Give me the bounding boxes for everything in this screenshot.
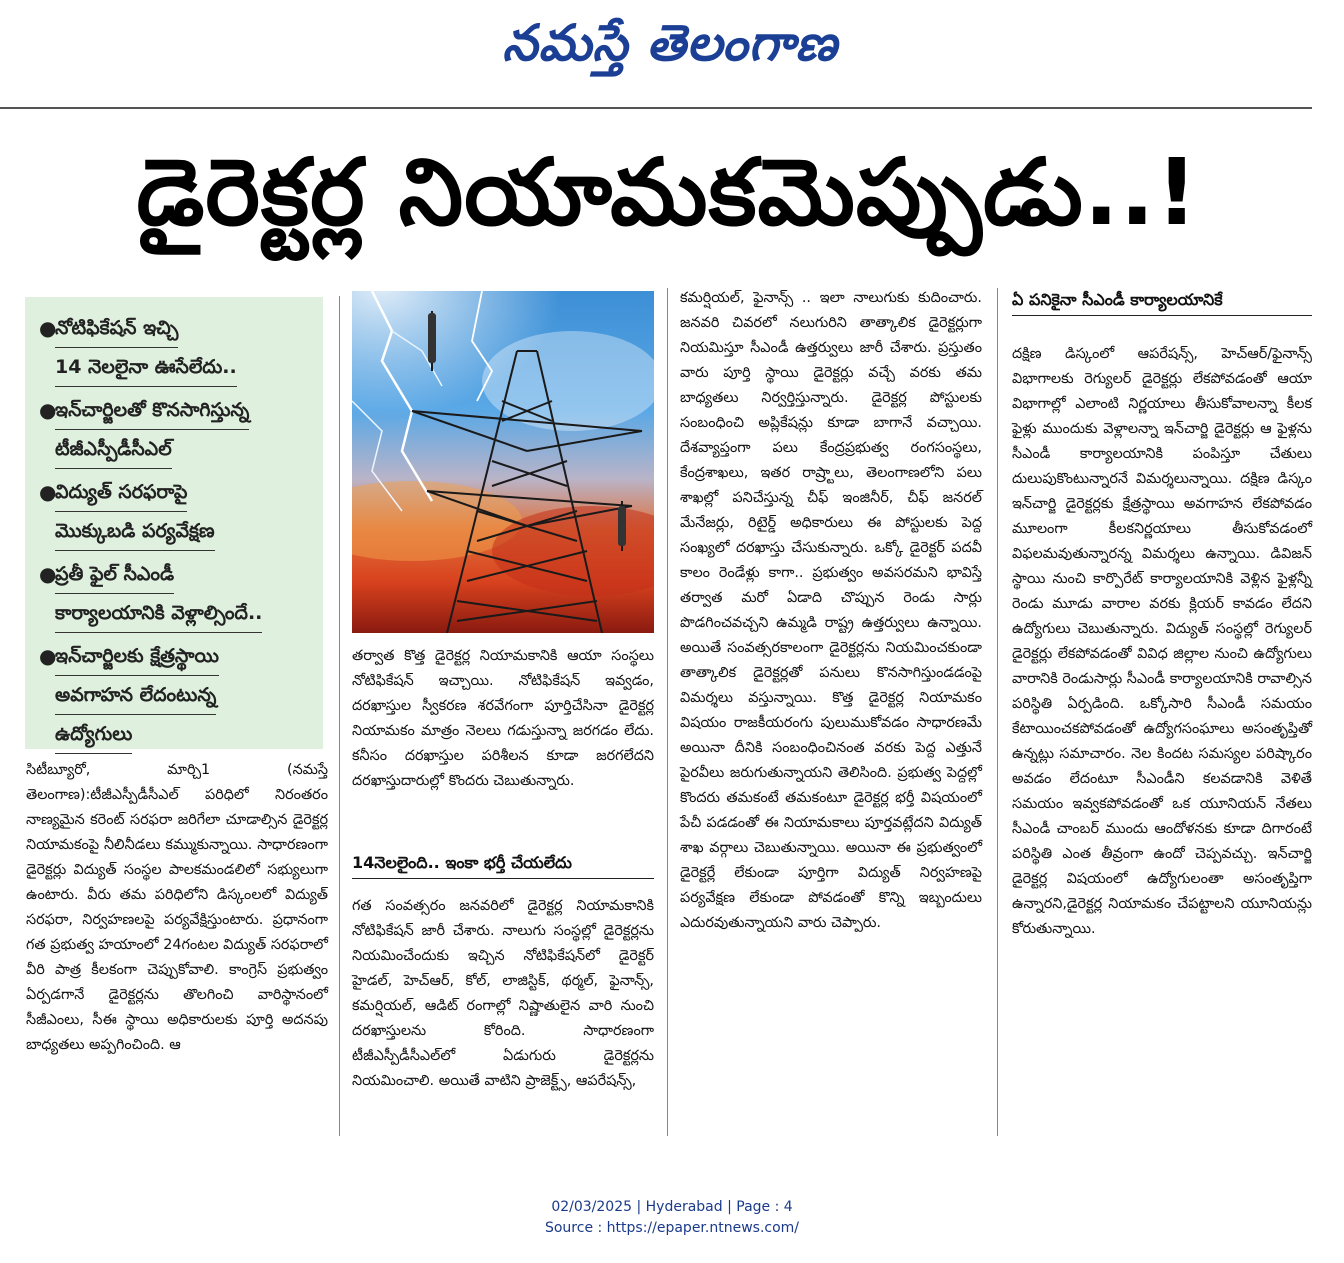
highlight-line: 14 నెలలైనా ఊసేలేదు.. [55, 348, 237, 387]
page-footer [0, 1197, 1344, 1239]
article-column-4 [1012, 342, 1312, 942]
power-tower-photo [352, 291, 654, 633]
article-text: తర్వాత కొత్త డైరెక్టర్ల నియామకానికి ఆయా సంస్థలు నోటిఫికేషన్ ఇచ్చాయి. నోటిఫికేషన్ ఇవ్వడం, దరఖాస్తుల స్వీకరణ శరవేగంగా పూర్తిచేసినా డైరెక్టర్ల నియామకం మాత్రం నెలలు గడుస్తున్నా జరగడం లేదు. కనీసం దరఖాస్తుల పరిశీలన కూడా జరగలేదని దరఖాస్తుదారుల్లో కొందరు చెబుతున్నారు. [352, 648, 654, 789]
subheading-14-months: 14నెలలైంది.. ఇంకా భర్తీ చేయలేదు [352, 849, 654, 879]
highlight-item [39, 309, 313, 387]
highlights-box [25, 297, 323, 749]
masthead [0, 0, 1344, 108]
highlight-item [39, 391, 313, 469]
highlight-line: విద్యుత్ సరఫరాపై [55, 473, 187, 512]
bullet-icon: ● [39, 316, 57, 340]
column-divider [997, 288, 998, 1136]
highlight-item [39, 555, 313, 633]
column-divider [667, 288, 668, 1136]
article-text: గత సంవత్సరం జనవరిలో డైరెక్టర్ల నియామకానికి నోటిఫికేషన్ జారీ చేశారు. నాలుగు సంస్థల్లో డైరెక్టర్లను నియమించేందుకు ఇచ్చిన నోటిఫికేషన్‌లో డైరెక్టర్ హైడల్, హెచ్‌ఆర్, కోల్, లాజిస్టిక్, థర్మల్, ఫైనాన్స్, కమర్షియల్, ఆడిట్ రంగాల్లో నిష్ణాతులైన వారి నుంచి దరఖాస్తులను కోరింది. సాధారణంగా టీజీఎస్పీడీసీఎల్‌లో ఏడుగురు డైరెక్టర్లను నియమించాలి. అయితే వాటిని ప్రాజెక్ట్స్, ఆపరేషన్స్, [352, 898, 654, 1089]
masthead-logo: నమస్తే తెలంగాణ [502, 14, 838, 72]
article-column-1 [26, 758, 328, 1058]
highlight-line: మొక్కుబడి పర్యవేక్షణ [55, 512, 215, 551]
article-column-2b [352, 894, 654, 1094]
footer-date-line: 02/03/2025 | Hyderabad | Page : 4 [551, 1199, 793, 1215]
highlight-line: కార్యాలయానికి వెళ్లాల్సిందే.. [55, 594, 262, 633]
highlight-line: ఇన్‌చార్జిలతో కొనసాగిస్తున్న [55, 391, 249, 430]
column-divider [339, 296, 340, 1136]
article-text: కమర్షియల్, ఫైనాన్స్ .. ఇలా నాలుగుకు కుదించారు. జనవరి చివరలో నలుగురిని తాత్కాలిక డైరెక్టర్లుగా నియమిస్తూ సీఎండీ ఉత్తర్వులు జారీ చేశారు. ప్రస్తుతం వారు పూర్తి స్థాయి డైరెక్టర్లు వచ్చే వరకు తమ బాధ్యతలు నిర్వర్తిస్తున్నారు. డైరెక్టర్ల పోస్టులకు సంబంధించి అప్లికేషన్లు కూడా బాగానే వచ్చాయి. దేశవ్యాప్తంగా పలు కేంద్రప్రభుత్వ రంగసంస్థలు, కేంద్రశాఖలు, ఇతర రాష్ర్టాలు, తెలంగాణలోని పలు శాఖల్లో పనిచేస్తున్న చీఫ్ ఇంజినీర్, చీఫ్ జనరల్ మేనేజర్లు, రిటైర్డ్ అధికారులు ఈ పోస్టులకు పెద్ద సంఖ్యలో దరఖాస్తు చేసుకున్నారు. ఒక్కో డైరెక్టర్ పదవీ కాలం రెండేళ్లు కాగా.. ప్రభుత్వం అవసరమని భావిస్తే తర్వాత మరో ఏడాది చొప్పున రెండు సార్లు పొడగించవచ్చని ఉమ్మడి రాష్ట్ర ఉత్తర్వులు ఉన్నాయి. అయితే సంవత్సరకాలంగా డైరెక్టర్లను నియమించకుండా తాత్కాలిక డైరెక్టర్లతో పనులు కొనసాగిస్తుండడంపై విమర్శలు వస్తున్నాయి. కొత్త డైరెక్టర్ల నియామకం విషయం రాజకీయరంగు పులుముకోవడం సాధారణమే అయినా దీనికి సంబంధించినంత వరకు పెద్ద ఎత్తునే పైరవీలు జరుగుతున్నాయని తెలిసింది. ప్రభుత్వ పెద్దల్లో కొందరు తమకంటే తమకంటూ డైరెక్టర్ల భర్తీ విషయంలో పేచీ పడడంతో ఈ నియామకాలు పూర్తవట్లేదని విద్యుత్ శాఖ వర్గాలు చెబుతున్నాయి. అయినా ఈ ప్రభుత్వంలో డైరెక్టర్లే లేకుండా పూర్తిగా విద్యుత్ నిర్వహణపై పర్యవేక్షణ లేకుండా పోవడంతో కొన్ని ఇబ్బందులు ఎదురవుతున్నాయని వారు చెప్పారు. [680, 290, 982, 931]
highlight-item [39, 637, 313, 754]
article-text: దక్షిణ డిస్కంలో ఆపరేషన్స్, హెచ్‌ఆర్/ఫైనాన్స్ విభాగాలకు రెగ్యులర్ డైరెక్టర్లు లేకపోవడంతో ఆయా విభాగాల్లో ఎలాంటి నిర్ణయాలు తీసుకోవాలన్నా కీలక ఫైళ్లు ముందుకు వెళ్లాలన్నా ఇన్‌చార్జి డైరెక్టర్లు ఆ ఫైళ్లను సీఎండీ కార్యాలయానికి పంపిస్తూ చేతులు దులుపుకొంటున్నారనే విమర్శలున్నాయి. దక్షిణ డిస్కం ఇన్‌చార్జి డైరెక్టర్లకు క్షేత్రస్థాయి అవగాహన లేకపోవడం మూలంగా కీలకనిర్ణయాలు తీసుకోవడంలో విఫలమవుతున్నారన్న విమర్శలు ఉన్నాయి. డివిజన్ స్థాయి నుంచి కార్పొరేట్ కార్యాలయానికి వెళ్లిన ఫైళ్లన్నీ రెండు మూడు వారాల వరకు క్లియర్ కావడం లేదని ఉద్యోగులు చెబుతున్నారు. విద్యుత్ సంస్థల్లో రెగ్యులర్ డైరెక్టర్లు లేకపోవడంతో వివిధ జిల్లాల నుంచి ఉద్యోగులు వారానికి రెండుసార్లు సీఎండీ కార్యాలయానికి రావాల్సిన పరిస్థితి ఏర్పడింది. ఒక్కోసారి సీఎండీ సమయం కేటాయించకపోవడంతో ఉద్యోగసంఘాలు అసంతృప్తితో ఉన్నట్లు సమాచారం. నెల కిందట సమస్యల పరిష్కారం అవడం లేదంటూ సీఎండీని కలవడానికి వెళితే సమయం ఇవ్వకపోవడంతో ఒక యూనియన్ నేతలు సీఎండీ చాంబర్ ముందు ఆందోళనకు కూడా దిగారంటే పరిస్థితి ఎంత తీవ్రంగా ఉందో చెప్పవచ్చు. ఇన్‌చార్జి డైరెక్టర్ల విషయంలో ఉద్యోగులంతా అసంతృప్తిగా ఉన్నారని,డైరెక్టర్ల నియామకం చేపట్టాలని యూనియన్లు కోరుతున్నాయి. [1012, 346, 1312, 937]
headline: డైరెక్టర్ల నియామకమెప్పుడు..! [136, 139, 1199, 246]
article-column-2 [352, 644, 654, 794]
bullet-icon: ● [39, 644, 57, 668]
article-column-3 [680, 286, 982, 936]
bullet-icon: ● [39, 562, 57, 586]
bullet-icon: ● [39, 398, 57, 422]
highlight-item [39, 473, 313, 551]
highlight-line: ఉద్యోగులు [55, 715, 132, 754]
highlight-line: ప్రతీ ఫైల్ సీఎండీ [55, 555, 174, 594]
highlight-line: టీజీఎస్పీడీసీఎల్ [55, 430, 172, 469]
highlight-line: అవగాహన లేదంటున్న [55, 676, 216, 715]
bullet-icon: ● [39, 480, 57, 504]
highlight-line: నోటిఫికేషన్ ఇచ్చి [55, 309, 178, 348]
article-text: సిటీబ్యూరో, మార్చి1 (నమస్తే తెలంగాణ):టీజీఎస్పీడీసీఎల్ పరిధిలో నిరంతరం నాణ్యమైన కరెంట్ సరఫరా జరిగేలా చూడాల్సిన డైరెక్టర్ల నియామకంపై నీలినీడలు కమ్ముకున్నాయి. సాధారణంగా డైరెక్టర్లు విద్యుత్ సంస్థల పాలకమండలిలో సభ్యులుగా ఉంటారు. వీరు తమ పరిధిలోని డిస్కంలలో విద్యుత్ సరఫరా, నిర్వహణలపై పర్యవేక్షిస్తుంటారు. ప్రధానంగా గత ప్రభుత్వ హయాంలో 24గంటల విద్యుత్ సరఫరాలో వీరి పాత్ర కీలకంగా చెప్పుకోవాలి. కాంగ్రెస్ ప్రభుత్వం ఏర్పడగానే డైరెక్టర్లను తొలగించి వారిస్థానంలో సీజీఎంలు, సీఈ స్థాయి అధికారులకు పూర్తి అదనపు బాధ్యతలు అప్పగించింది. ఆ [26, 762, 328, 1053]
masthead-divider [0, 107, 1312, 109]
subheading-cmd-office: ఏ పనికైనా సీఎండీ కార్యాలయానికే [1012, 286, 1312, 316]
highlight-line: ఇన్‌చార్జిలకు క్షేత్రస్థాయి [55, 637, 219, 676]
footer-source-link[interactable]: Source : https://epaper.ntnews.com/ [544, 1220, 800, 1236]
